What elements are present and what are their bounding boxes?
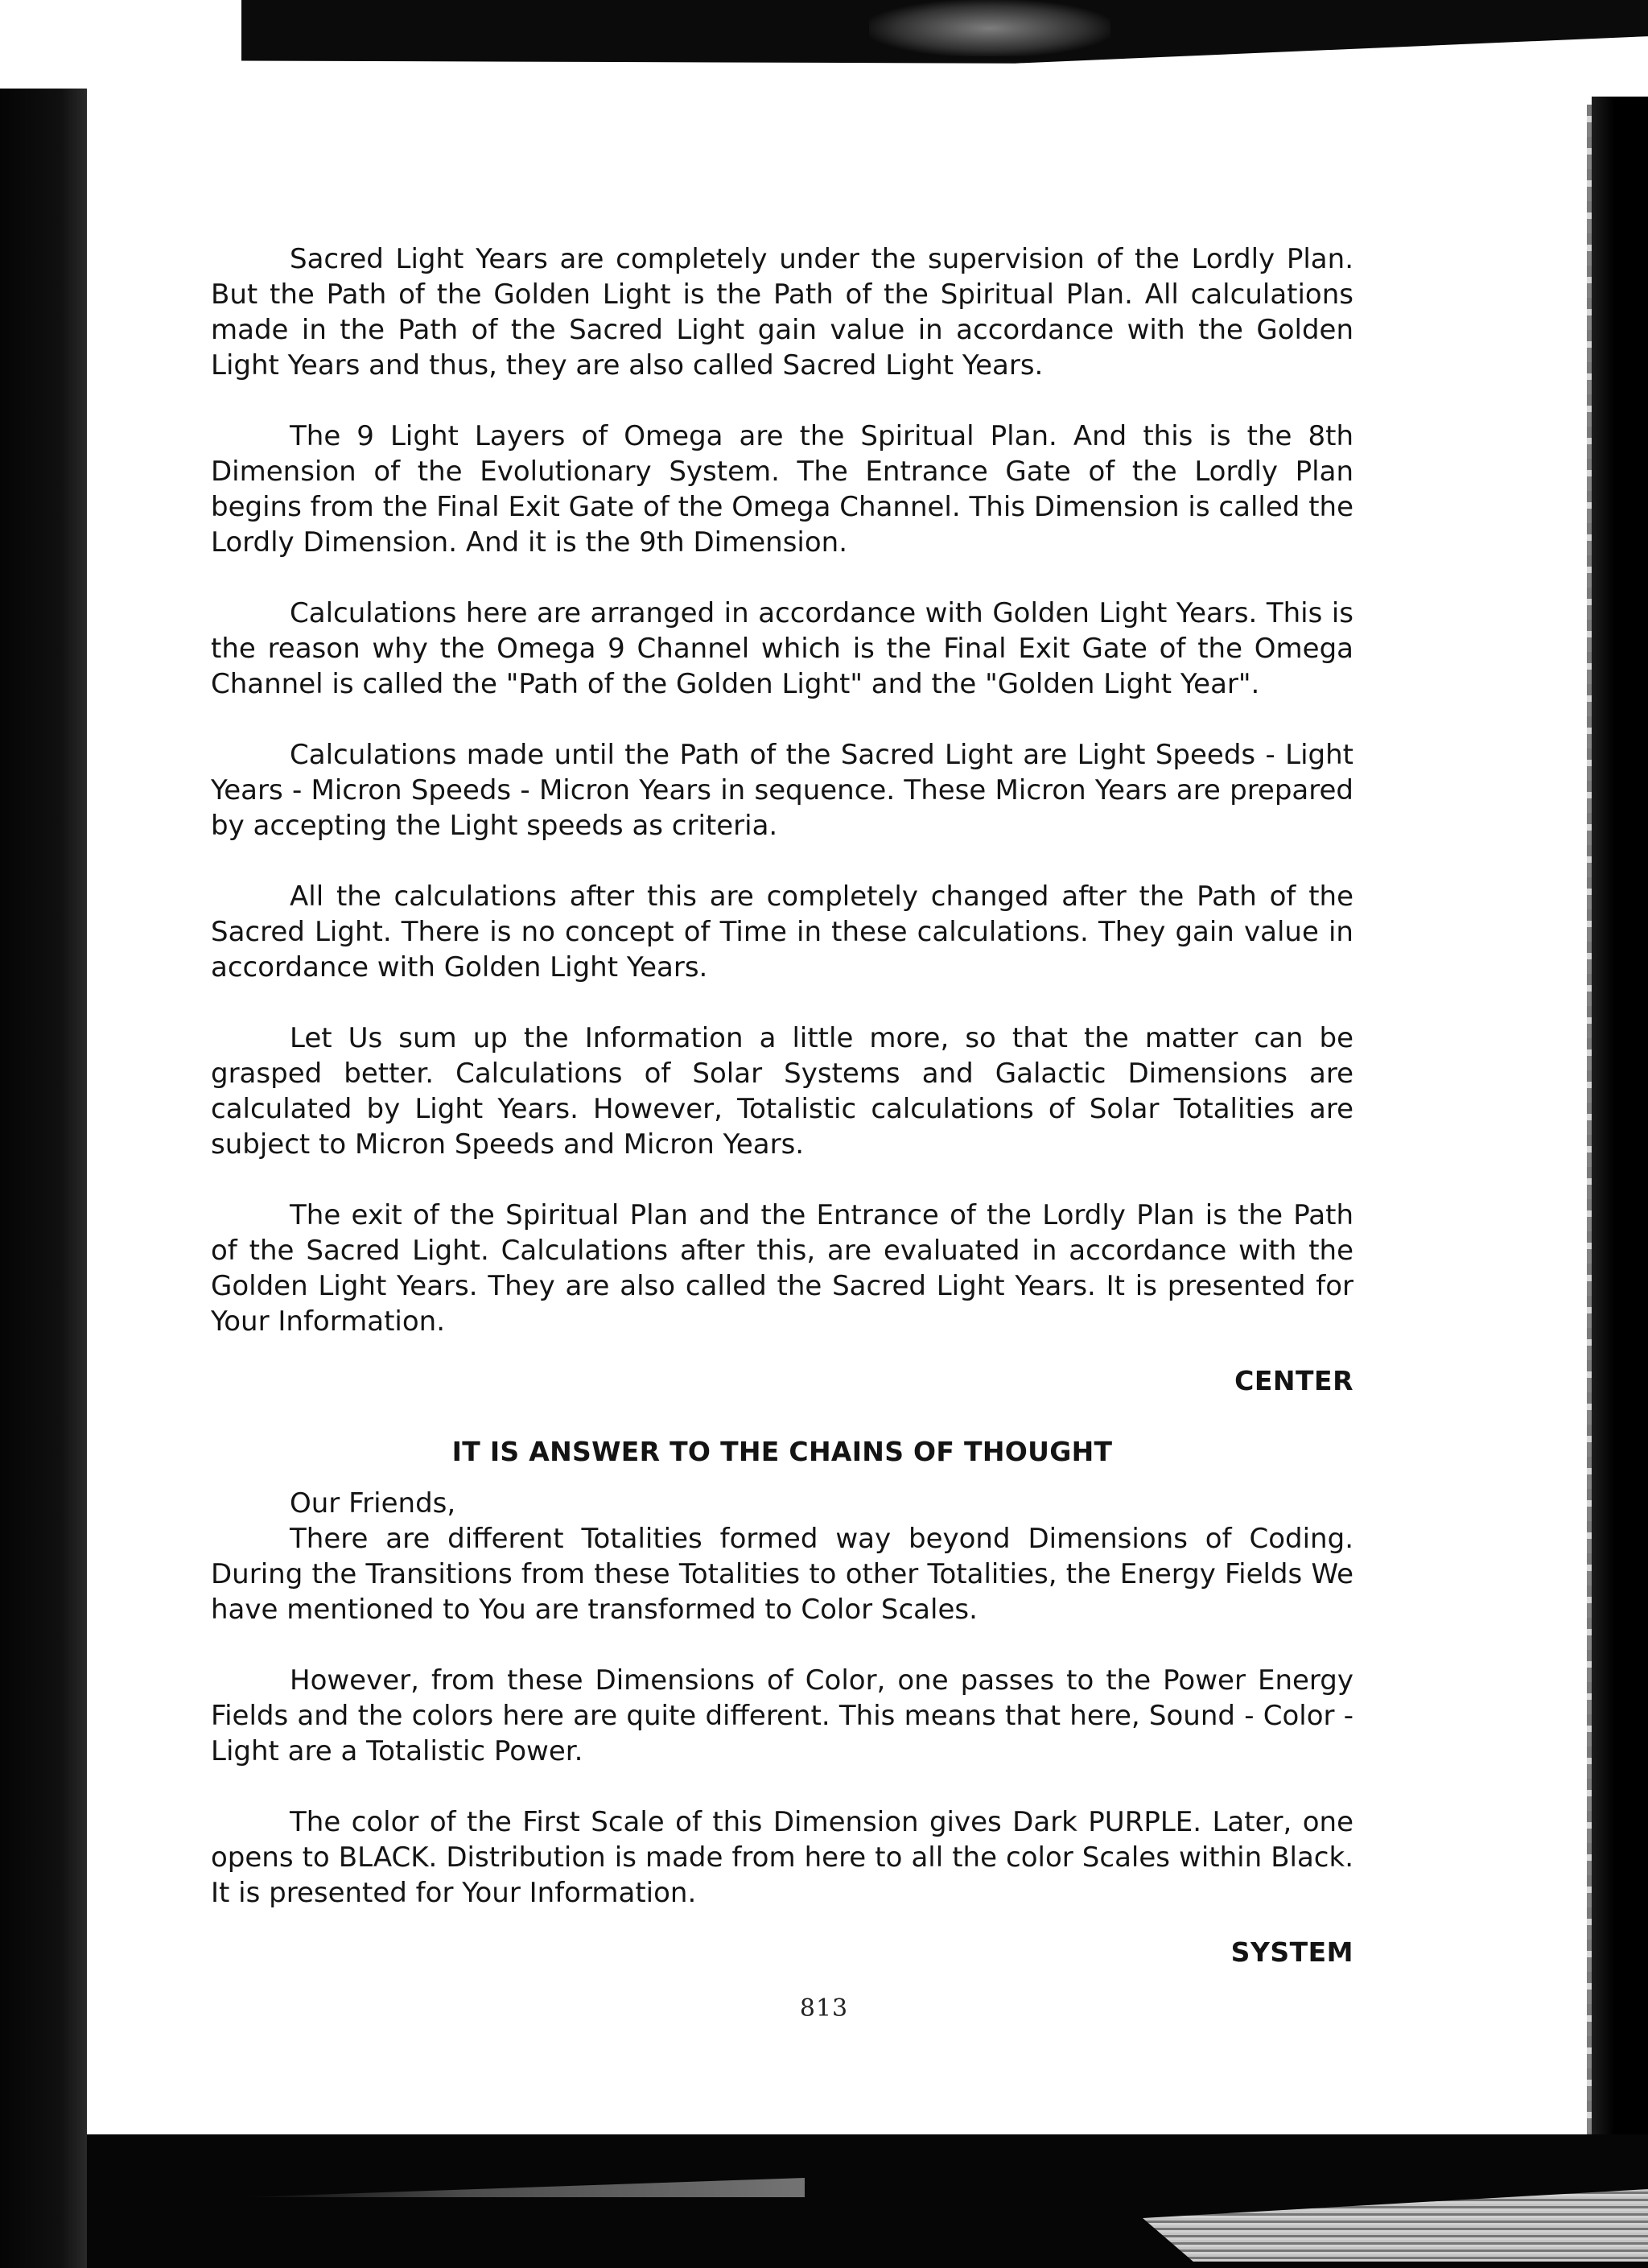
signature-system: SYSTEM <box>1230 1936 1353 1968</box>
scan-border-left <box>0 89 87 2268</box>
scan-glare <box>869 0 1110 56</box>
paragraph: The 9 Light Layers of Omega are the Spiritual Plan. And this is the 8th Dimension of the Evolutionary System. The Entrance Gate of the Lordly Plan begins from the Final Exit Gate of the Omega Channel. This Dimension is called the Lordly Dimension. And it is the 9th Dimension. <box>211 420 1353 559</box>
signature-center: CENTER <box>1234 1365 1353 1396</box>
paragraph: Let Us sum up the Information a little more, so that the matter can be grasped better. Calculations of Solar Systems and Galactic Dimensions are calculated by Light Years. However, Totalistic calculations of Solar Totalities are subject to Micron Speeds and Micron Years. <box>211 1022 1353 1161</box>
salutation: Our Friends, <box>290 1487 456 1520</box>
scan-border-right <box>1592 97 1648 2173</box>
paragraph: The color of the First Scale of this Dimension gives Dark PURPLE. Later, one opens to BLACK. Distribution is made from here to all the color Scales within Black. It is presented for Your Information. <box>211 1806 1353 1909</box>
paragraph: The exit of the Spiritual Plan and the Entrance of the Lordly Plan is the Path of the Sacred Light. Calculations after this, are evaluated in accordance with the Golden Light Years. They are also called the Sacred Light Years. It is presented for Your Information. <box>211 1199 1353 1338</box>
paragraph: Calculations here are arranged in accordance with Golden Light Years. This is the reason why the Omega 9 Channel which is the Final Exit Gate of the Omega Channel is called the "Path of the Golden Light" and the "Golden Light Year". <box>211 597 1353 700</box>
paragraph: There are different Totalities formed way beyond Dimensions of Coding. During the Transitions from these Totalities to other Totalities, the Energy Fields We have mentioned to You are transformed to Color Scales. <box>211 1523 1353 1626</box>
scan-page-edge <box>1587 105 1592 2149</box>
page-number: 813 <box>799 1994 849 2023</box>
paragraph: However, from these Dimensions of Color, one passes to the Power Energy Fields and the colors here are quite different. This means that here, Sound - Color - Light are a Totalistic Power. <box>211 1664 1353 1767</box>
section-heading: IT IS ANSWER TO THE CHAINS OF THOUGHT <box>451 1436 1113 1467</box>
paragraph: Sacred Light Years are completely under the supervision of the Lordly Plan. But the Path of the Golden Light is the Path of the Spiritual Plan. All calculations made in the Path of the Sacred Light gain value in accordance with the Golden Light Years and thus, they are also called Sacred Light Years. <box>211 243 1353 381</box>
page-body <box>211 241 1353 2006</box>
paragraph: Calculations made until the Path of the Sacred Light are Light Speeds - Light Years - Micron Speeds - Micron Years in sequence. These Micron Years are prepared by accepting the Light speeds as criteria. <box>211 739 1353 842</box>
paragraph: All the calculations after this are completely changed after the Path of the Sacred Light. There is no concept of Time in these calculations. They gain value in accordance with Golden Light Years. <box>211 880 1353 983</box>
